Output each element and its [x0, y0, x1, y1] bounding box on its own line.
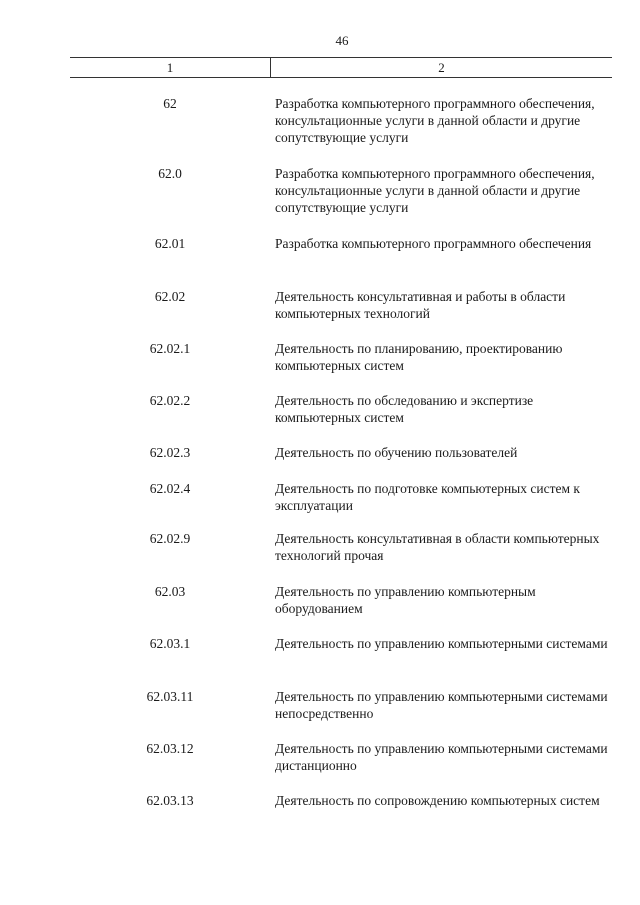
row-code: 62.0	[158, 166, 182, 181]
row-code: 62.03.1	[149, 636, 191, 651]
row-code: 62.02	[154, 289, 186, 304]
page-number: 46	[335, 33, 349, 48]
row-description: Деятельность по управлению компьютерными системами непосредственно	[275, 689, 608, 721]
row-description: Разработка компьютерного программного обеспечения	[275, 236, 592, 251]
row-code: 62.01	[154, 236, 186, 251]
row-code: 62.03	[154, 584, 186, 599]
row-code: 62.02.3	[149, 445, 191, 460]
row-code: 62.02.2	[149, 393, 191, 408]
row-description: Деятельность по управлению компьютерными системами	[275, 636, 608, 651]
row-description: Деятельность консультативная в области компьютерных технологий прочая	[275, 531, 600, 563]
row-description: Деятельность консультативная и работы в области компьютерных технологий	[275, 289, 566, 321]
row-code: 62	[163, 96, 177, 111]
row-description: Деятельность по обучению пользователей	[275, 445, 518, 460]
row-code: 62.03.11	[146, 689, 194, 704]
row-description: Деятельность по подготовке компьютерных систем к эксплуатации	[275, 481, 580, 513]
column-2-header: 2	[438, 60, 445, 75]
row-code: 62.02.1	[149, 341, 191, 356]
row-description: Разработка компьютерного программного обеспечения, консультационные услуги в данной области и другие сопутствующие услуги	[275, 96, 595, 145]
row-description: Деятельность по сопровождению компьютерных систем	[275, 793, 600, 808]
row-description: Деятельность по управлению компьютерными системами дистанционно	[275, 741, 608, 773]
row-description: Деятельность по планированию, проектированию компьютерных систем	[275, 341, 563, 373]
row-description: Деятельность по управлению компьютерным оборудованием	[275, 584, 536, 616]
row-code: 62.03.12	[146, 741, 194, 756]
row-code: 62.02.9	[149, 531, 191, 546]
column-1-header: 1	[70, 58, 271, 77]
row-code: 62.03.13	[146, 793, 194, 808]
row-description: Деятельность по обследованию и экспертизе компьютерных систем	[275, 393, 534, 425]
row-description: Разработка компьютерного программного обеспечения, консультационные услуги в данной области и другие сопутствующие услуги	[275, 166, 595, 215]
row-code: 62.02.4	[149, 481, 191, 496]
table-header	[70, 57, 612, 78]
